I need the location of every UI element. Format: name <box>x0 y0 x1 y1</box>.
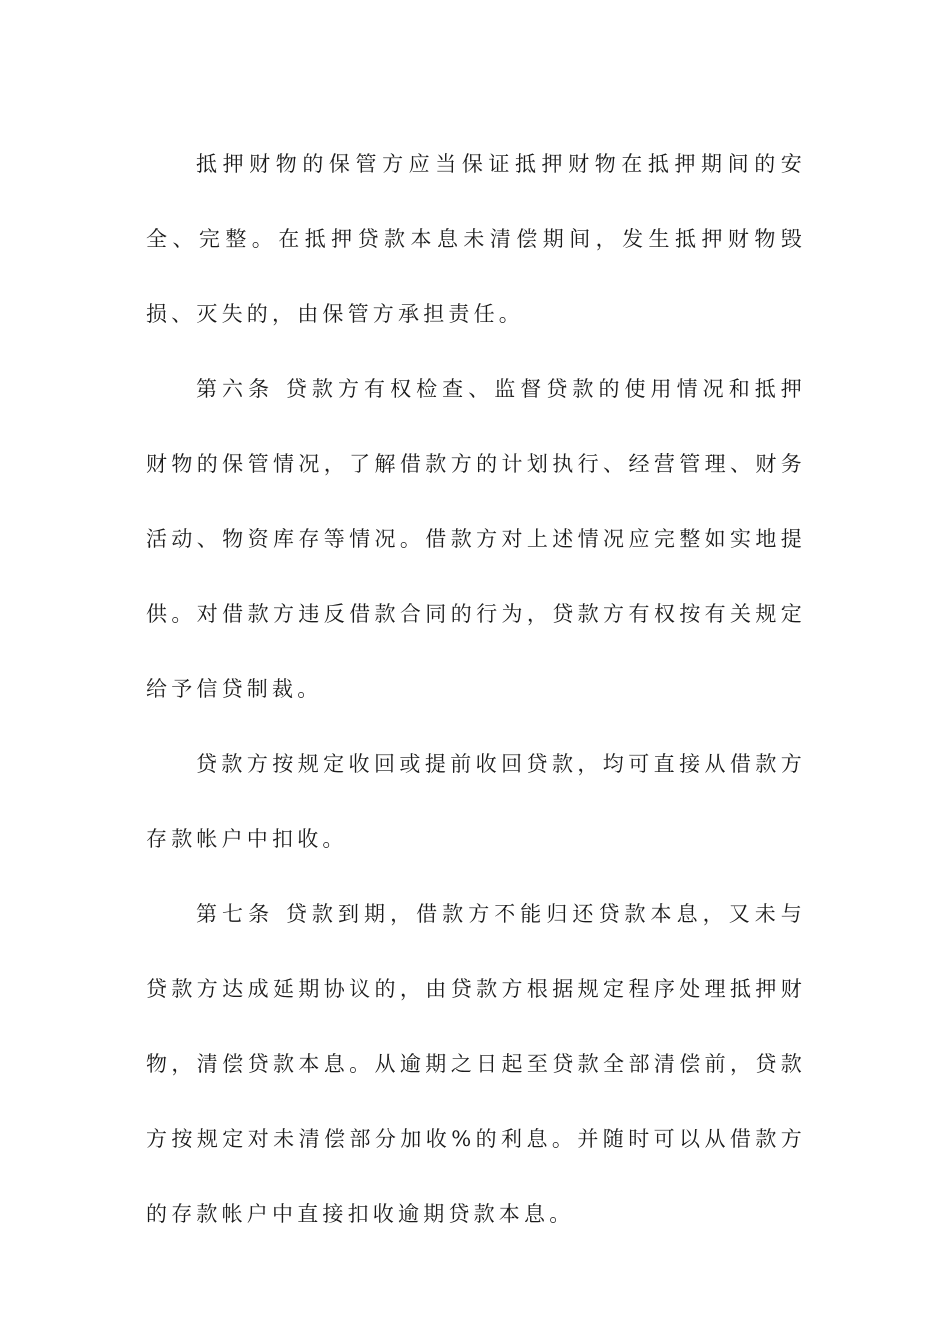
paragraph-loan-recovery: 贷款方按规定收回或提前收回贷款，均可直接从借款方存款帐户中扣收。 <box>146 752 806 851</box>
paragraph-mortgage-custody: 抵押财物的保管方应当保证抵押财物在抵押期间的安全、完整。在抵押贷款本息未清偿期间，发生抵押财物毁损、灭失的，由保管方承担责任。 <box>146 152 806 326</box>
paragraph-article-6: 第六条 贷款方有权检查、监督贷款的使用情况和抵押财物的保管情况，了解借款方的计划执行、经营管理、财务活动、物资库存等情况。借款方对上述情况应完整如实地提供。对借款方违反借款合同的行为，贷款方有权按有关规定给予信贷制裁。 <box>146 377 806 701</box>
document-body <box>146 127 806 1252</box>
paragraph-article-7: 第七条 贷款到期，借款方不能归还贷款本息，又未与贷款方达成延期协议的，由贷款方根据规定程序处理抵押财物，清偿贷款本息。从逾期之日起至贷款全部清偿前，贷款方按规定对未清偿部分加收%的利息。并随时可以从借款方的存款帐户中直接扣收逾期贷款本息。 <box>146 902 806 1226</box>
